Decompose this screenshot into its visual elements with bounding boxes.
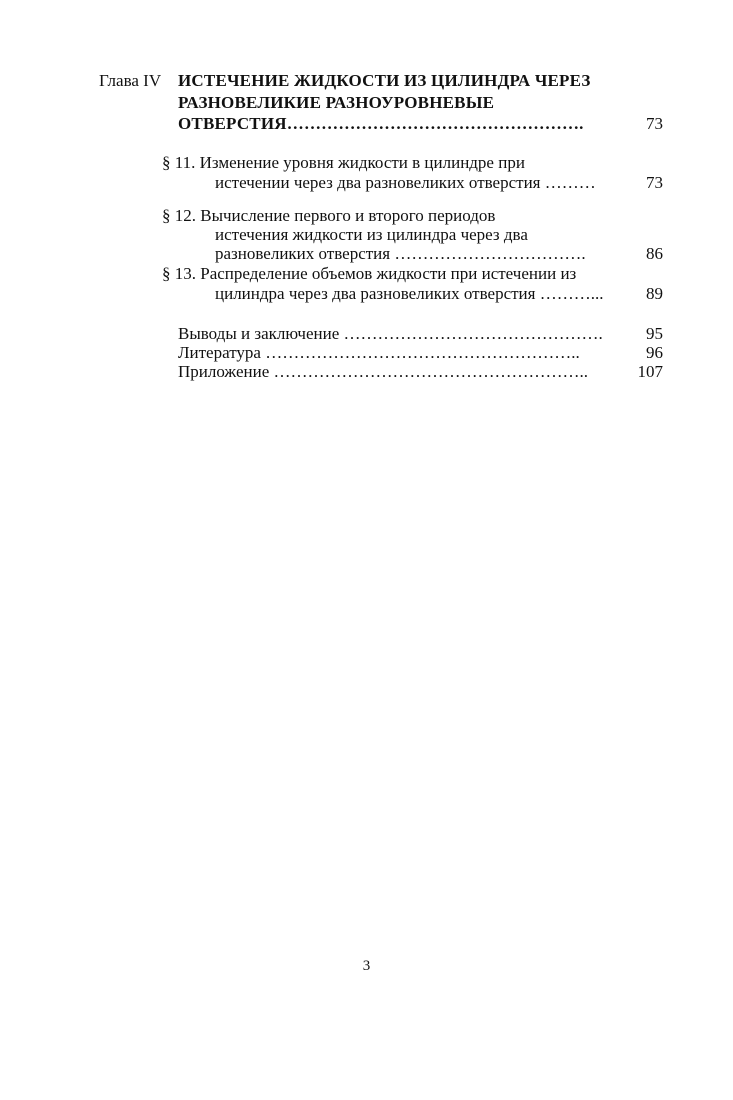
- section-12-line-2: истечения жидкости из цилиндра через два: [215, 225, 528, 244]
- appendix-page-number: 107: [637, 362, 663, 381]
- section-11-page-number: 73: [646, 173, 663, 192]
- conclusions-entry: Выводы и заключение ……………………………………….: [178, 324, 603, 343]
- literature-entry: Литература ………………………………………………..: [178, 343, 580, 362]
- section-13-page-number: 89: [646, 284, 663, 303]
- page-number: 3: [362, 958, 371, 974]
- chapter-page-number: 73: [646, 114, 663, 133]
- chapter-title-line-1: ИСТЕЧЕНИЕ ЖИДКОСТИ ИЗ ЦИЛИНДРА ЧЕРЕЗ: [178, 71, 591, 90]
- section-13-line-1: § 13. Распределение объемов жидкости при истечении из: [162, 264, 577, 283]
- section-11-line-1: § 11. Изменение уровня жидкости в цилиндре при: [162, 153, 525, 172]
- section-12-line-1: § 12. Вычисление первого и второго периодов: [162, 206, 496, 225]
- section-13-line-2: цилиндра через два разновеликих отверстия ………...: [215, 284, 604, 303]
- chapter-title-line-2: РАЗНОВЕЛИКИЕ РАЗНОУРОВНЕВЫЕ: [178, 93, 495, 112]
- literature-page-number: 96: [646, 343, 663, 362]
- section-12-line-3: разновеликих отверстия …………………………….: [215, 244, 586, 263]
- section-12-page-number: 86: [646, 244, 663, 263]
- chapter-label: Глава IV: [99, 71, 162, 90]
- section-11-line-2: истечении через два разновеликих отверстия ………: [215, 173, 596, 192]
- conclusions-page-number: 95: [646, 324, 663, 343]
- appendix-entry: Приложение ………………………………………………..: [178, 362, 588, 381]
- chapter-title-line-3: ОТВЕРСТИЯ…………………………………………….: [178, 114, 584, 133]
